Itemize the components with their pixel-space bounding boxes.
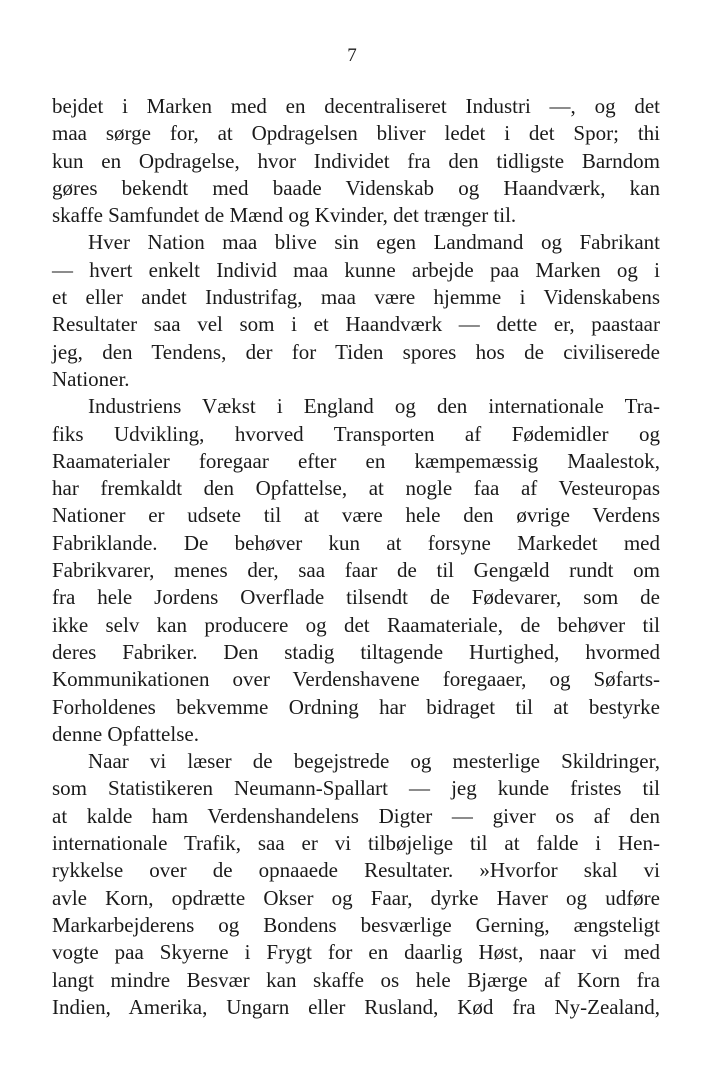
text-line: fra hele Jordens Overflade tilsendt de Fødevarer, som de bbox=[52, 585, 660, 610]
text-line: gøres bekendt med baade Videnskab og Haandværk, kan bbox=[52, 175, 660, 200]
text-line: kun en Opdragelse, hvor Individet fra den tidligste Barndom bbox=[52, 148, 660, 173]
text-line: Kommunikationen over Verdenshavene foregaaer, og Søfarts- bbox=[52, 667, 660, 692]
text-line: har fremkaldt den Opfattelse, at nogle faa af Vesteuropas bbox=[52, 476, 660, 501]
text-line: rykkelse over de opnaaede Resultater. »Hvorfor skal vi bbox=[52, 858, 660, 883]
text-line: et eller andet Industrifag, maa være hjemme i Videnskabens bbox=[52, 285, 660, 310]
text-line: deres Fabriker. Den stadig tiltagende Hurtighed, hvormed bbox=[52, 639, 660, 664]
text-line: Fabrikvarer, menes der, saa faar de til Gengæld rundt om bbox=[52, 558, 660, 583]
text-line: Naar vi læser de begejstrede og mesterlige Skildringer, bbox=[88, 749, 660, 774]
text-line: Fabriklande. De behøver kun at forsyne Markedet med bbox=[52, 530, 660, 555]
text-line: skaffe Samfundet de Mænd og Kvinder, det trænger til. bbox=[52, 203, 517, 228]
text-line: Forholdenes bekvemme Ordning har bidraget til at bestyrke bbox=[52, 694, 660, 719]
paragraph bbox=[52, 748, 660, 1021]
text-line: Industriens Vækst i England og den internationale Tra- bbox=[88, 394, 660, 419]
text-line: Nationer er udsete til at være hele den øvrige Verdens bbox=[52, 503, 660, 528]
text-line: som Statistikeren Neumann-Spallart — jeg kunde fristes til bbox=[52, 776, 660, 801]
page-number: 7 bbox=[347, 45, 357, 66]
body-text bbox=[52, 93, 660, 1021]
text-line: langt mindre Besvær kan skaffe os hele Bjærge af Korn fra bbox=[52, 967, 660, 992]
text-line: Hver Nation maa blive sin egen Landmand og Fabrikant bbox=[88, 230, 660, 255]
text-line: Indien, Amerika, Ungarn eller Rusland, Kød fra Ny-Zealand, bbox=[52, 994, 660, 1019]
text-line: Nationer. bbox=[52, 366, 130, 391]
paragraph bbox=[52, 93, 660, 229]
text-line: fiks Udvikling, hvorved Transporten af Fødemidler og bbox=[52, 421, 660, 446]
text-line: jeg, den Tendens, der for Tiden spores hos de civiliserede bbox=[52, 339, 660, 364]
text-line: Markarbejderens og Bondens besværlige Gerning, ængsteligt bbox=[52, 912, 660, 937]
text-line: vogte paa Skyerne i Frygt for en daarlig Høst, naar vi med bbox=[52, 940, 660, 965]
text-line: at kalde ham Verdenshandelens Digter — giver os af den bbox=[52, 803, 660, 828]
text-line: denne Opfattelse. bbox=[52, 721, 199, 746]
text-line: Resultater saa vel som i et Haandværk — dette er, paastaar bbox=[52, 312, 660, 337]
text-line: internationale Trafik, saa er vi tilbøjelige til at falde i Hen- bbox=[52, 831, 660, 856]
text-line: maa sørge for, at Opdragelsen bliver ledet i det Spor; thi bbox=[52, 121, 660, 146]
paragraph bbox=[52, 393, 660, 748]
text-line: Raamaterialer foregaar efter en kæmpemæssig Maalestok, bbox=[52, 448, 660, 473]
text-line: bejdet i Marken med en decentraliseret Industri —, og det bbox=[52, 94, 660, 118]
text-line: ikke selv kan producere og det Raamateriale, de behøver til bbox=[52, 612, 660, 637]
text-line: — hvert enkelt Individ maa kunne arbejde paa Marken og i bbox=[52, 257, 660, 282]
paragraph bbox=[52, 229, 660, 393]
text-line: avle Korn, opdrætte Okser og Faar, dyrke Haver og udføre bbox=[52, 885, 660, 910]
